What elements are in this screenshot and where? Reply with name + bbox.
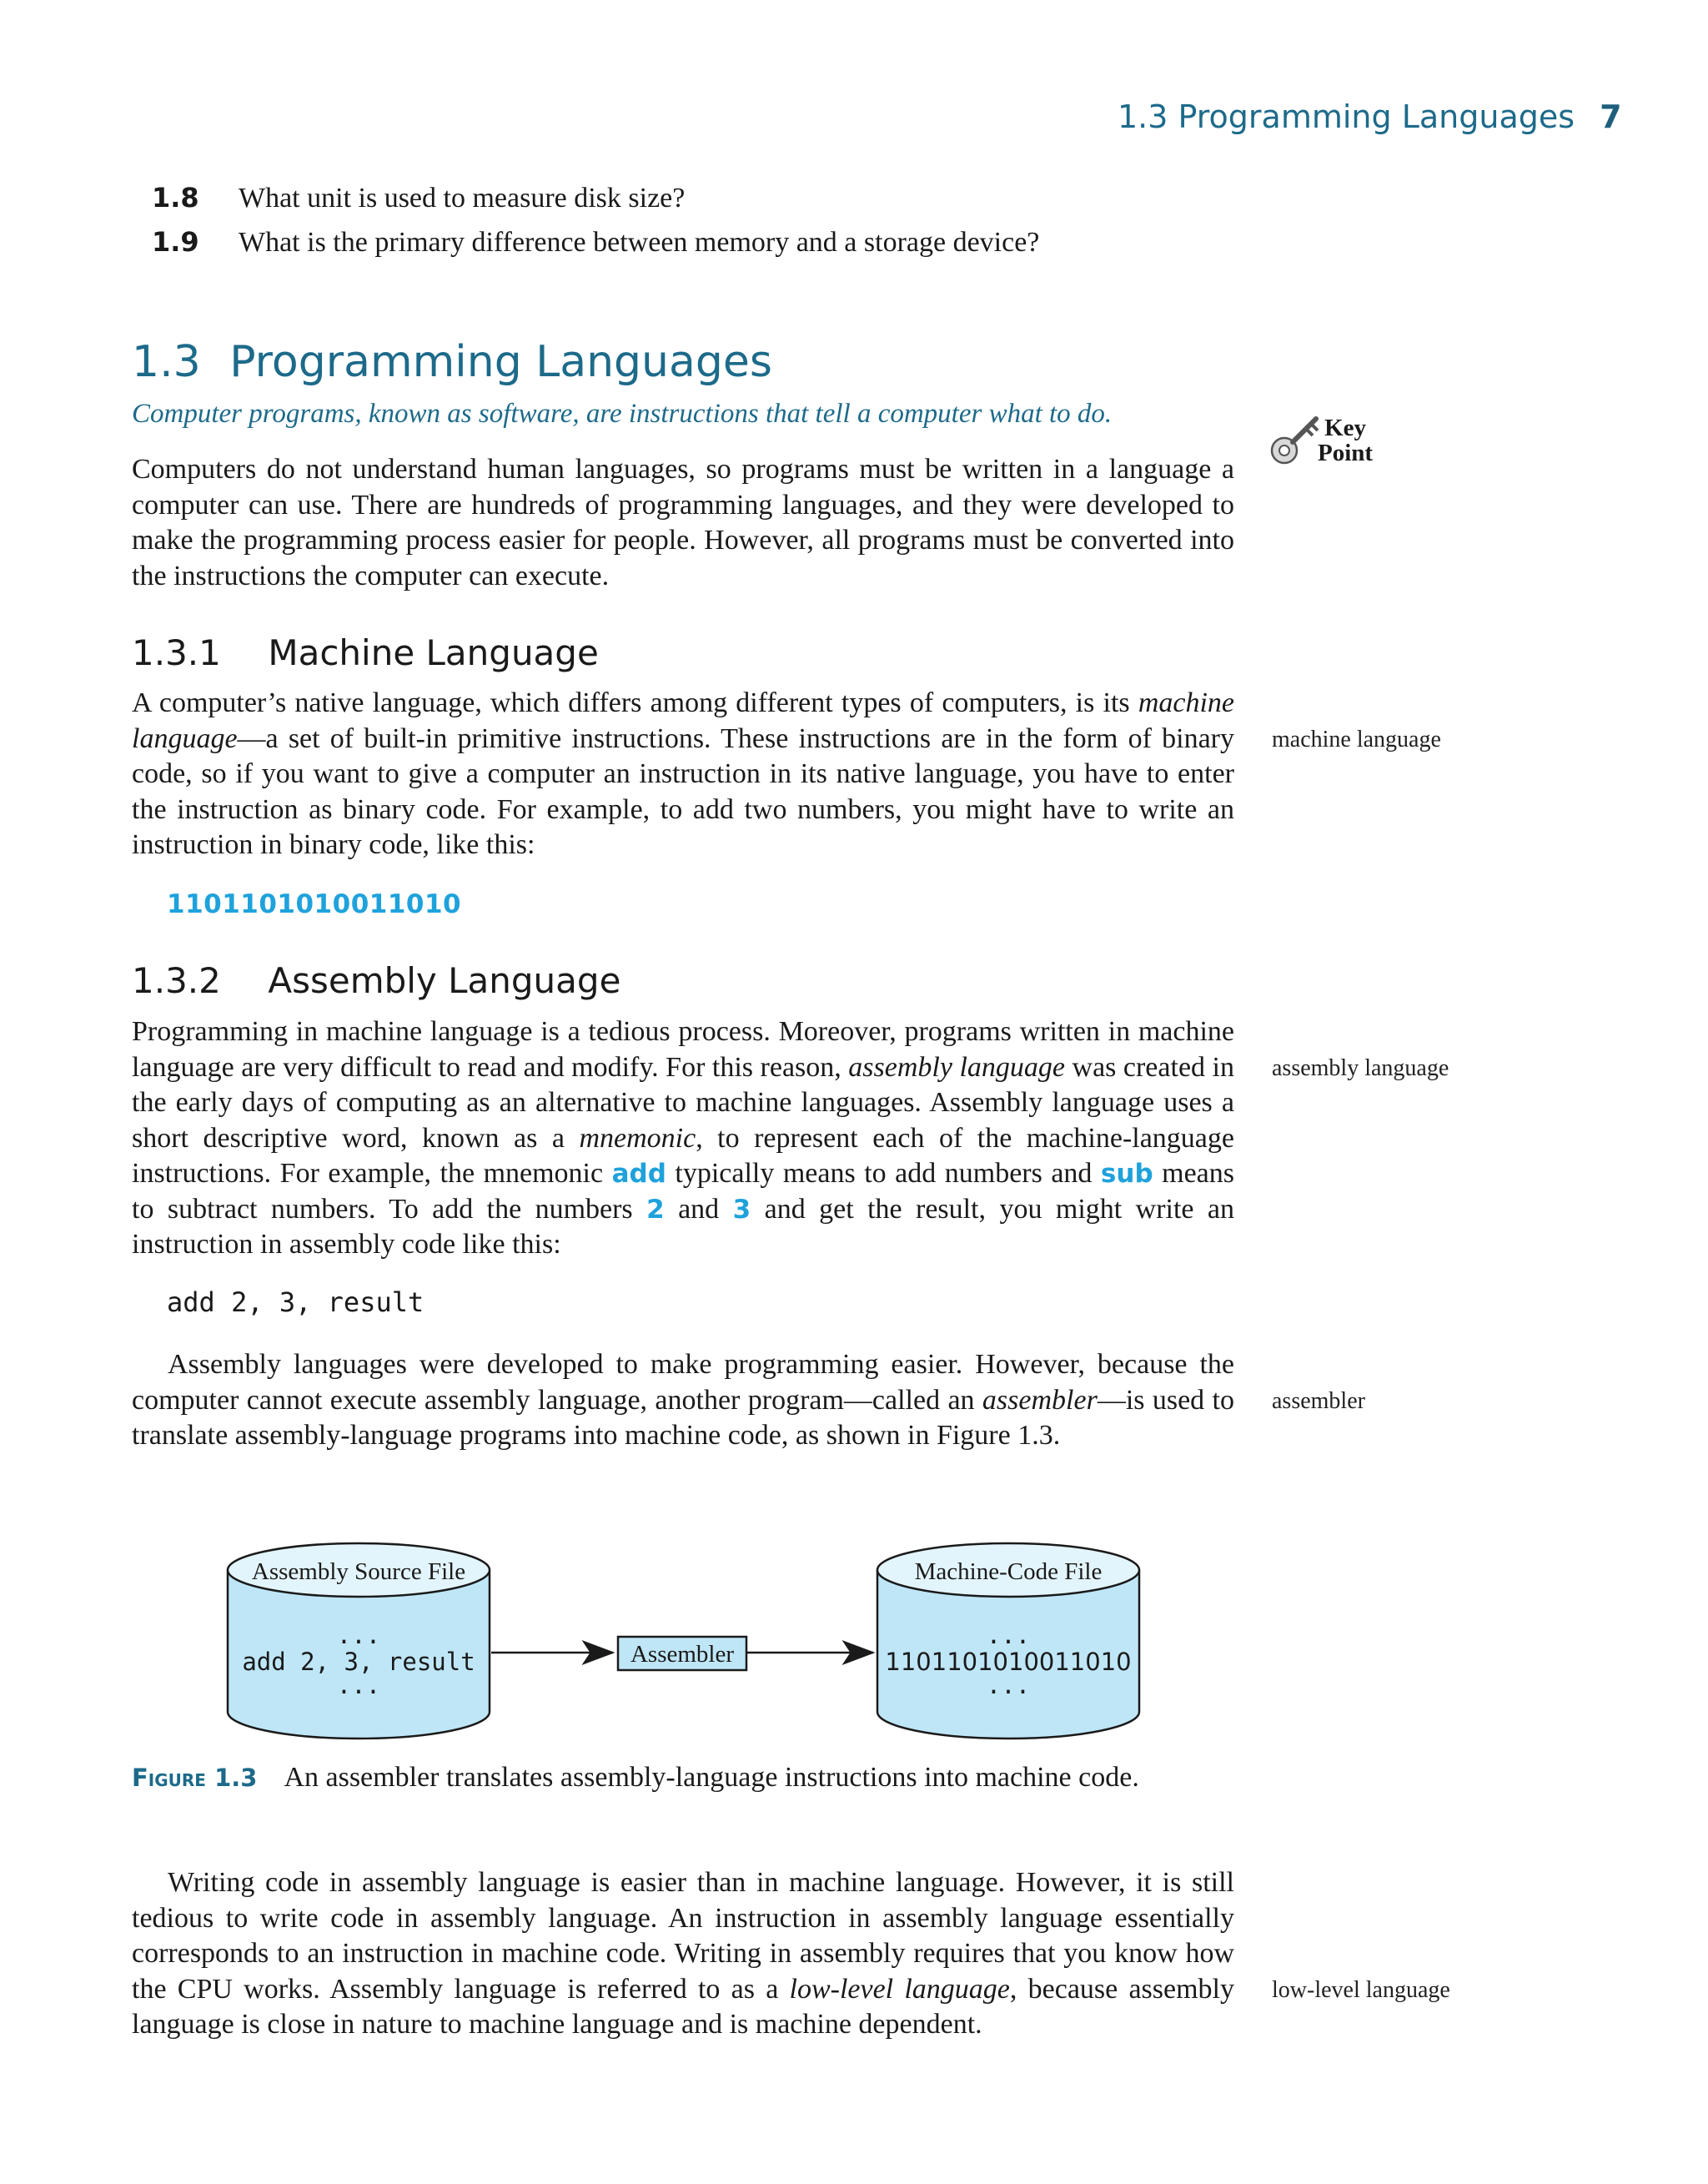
term-mnemonic: mnemonic: [579, 1122, 696, 1154]
intro-paragraph: Computers do not understand human languages, so programs must be written in a language a computer can use. There are hundreds of programming languages, and they were developed to make the programming process easier for people. However, all programs must be converted into the instructions the computer can execute.: [132, 454, 1234, 591]
target-dots-bottom: ...: [986, 1671, 1031, 1699]
figure-caption: [132, 1762, 1139, 1794]
figure-caption-label: Figure 1.3: [132, 1764, 258, 1792]
low-level-paragraph: Writing code in assembly language is easier than in machine language. However, it is still tedious to write code in assembly language. An instruction in assembly language essentially corresponds to an instruction in machine code. Writing in assembly requires that you know how the CPU works. Assembly language is referred to as a low-level language, because assembly language is close in nature to machine language and is machine dependent.: [132, 1867, 1234, 2040]
section-heading: [132, 337, 772, 387]
question-number: 1.8: [152, 182, 199, 214]
section-number: 1.3: [132, 337, 201, 387]
machine-language-paragraph: A computer’s native language, which differs among different types of computers, is its machine language—a set of built-in primitive instructions. These instructions are in the form of binary code, so if you want to give a computer an instruction in its native language, you have to enter the instruction as binary code. For example, to add two numbers, you might have to write an instruction in binary code, like this:: [132, 687, 1234, 860]
key-point-label: Key Point: [1318, 415, 1374, 466]
assembly-code-example: add 2, 3, result: [167, 1286, 424, 1318]
review-question: [152, 226, 1039, 259]
key-point-badge: [1269, 414, 1378, 472]
running-header: [1118, 98, 1622, 135]
source-dots-top: ...: [336, 1621, 381, 1649]
subsection-number: 1.3.2: [132, 960, 221, 1001]
code-three: 3: [732, 1194, 751, 1225]
question-text: What unit is used to measure disk size?: [239, 183, 686, 214]
code-sub: sub: [1100, 1159, 1153, 1189]
review-question: [152, 182, 685, 214]
question-text: What is the primary difference between memory and a storage device?: [239, 227, 1040, 258]
source-dots-bottom: ...: [336, 1671, 381, 1699]
subsection-title: Machine Language: [268, 632, 599, 673]
subsection-number: 1.3.1: [132, 632, 221, 673]
figure-caption-text: An assembler translates assembly-language instructions into machine code.: [284, 1762, 1139, 1793]
page-number: 7: [1600, 98, 1622, 135]
margin-note-assembler: assembler: [1272, 1388, 1365, 1414]
section-title: Programming Languages: [229, 337, 772, 387]
term-machine-language: machine language: [132, 687, 1234, 754]
machine-code: 1101101010011010: [885, 1648, 1132, 1676]
margin-note-low-level-language: low-level language: [1272, 1977, 1450, 2003]
key-point-text: Computer programs, known as software, are instructions that tell a computer what to do.: [132, 399, 1113, 429]
subsection-heading: [132, 960, 620, 1001]
term-assembly-language: assembly language: [848, 1051, 1065, 1083]
assembler-figure: [213, 1535, 1213, 1760]
subsection-heading: [132, 632, 599, 673]
key-icon: [1269, 414, 1321, 469]
assembler-paragraph: Assembly languages were developed to make programming easier. However, because the computer cannot execute assembly language, another program—called an assembler—is used to translate assembly-language programs into machine code, as shown in Figure 1.3.: [132, 1349, 1234, 1451]
machine-code-file-label: Machine-Code File: [914, 1558, 1103, 1585]
assembler-label: Assembler: [630, 1641, 735, 1668]
code-add: add: [611, 1159, 666, 1189]
assembler-box: [618, 1637, 746, 1670]
subsection-title: Assembly Language: [268, 960, 621, 1001]
machine-code-file-cylinder: [877, 1543, 1139, 1739]
target-dots-top: ...: [986, 1621, 1031, 1649]
source-file-cylinder: [228, 1543, 490, 1739]
assembly-language-paragraph: Programming in machine language is a tedious process. Moreover, programs written in machine language are very difficult to read and modify. For this reason, assembly language was created in the early days of computing as an alternative to machine languages. Assembly language uses a short descriptive word, known as a mnemonic, to represent each of the machine-language instructions. For example, the mnemonic add typically means to add numbers and sub means to subtract numbers. To add the numbers 2 and 3 and get the result, you might write an instruction in assembly code like this:: [132, 1016, 1235, 1260]
question-number: 1.9: [152, 226, 199, 258]
term-low-level-language: low-level language: [789, 1973, 1010, 2005]
source-file-label: Assembly Source File: [251, 1558, 466, 1585]
margin-note-machine-language: machine language: [1272, 727, 1441, 752]
binary-code-example: 1101101010011010: [167, 889, 462, 919]
margin-note-assembly-language: assembly language: [1272, 1055, 1449, 1081]
code-two: 2: [646, 1194, 665, 1225]
source-code: add 2, 3, result: [242, 1648, 475, 1676]
running-title: 1.3 Programming Languages: [1118, 98, 1575, 135]
term-assembler: assembler: [982, 1384, 1098, 1416]
